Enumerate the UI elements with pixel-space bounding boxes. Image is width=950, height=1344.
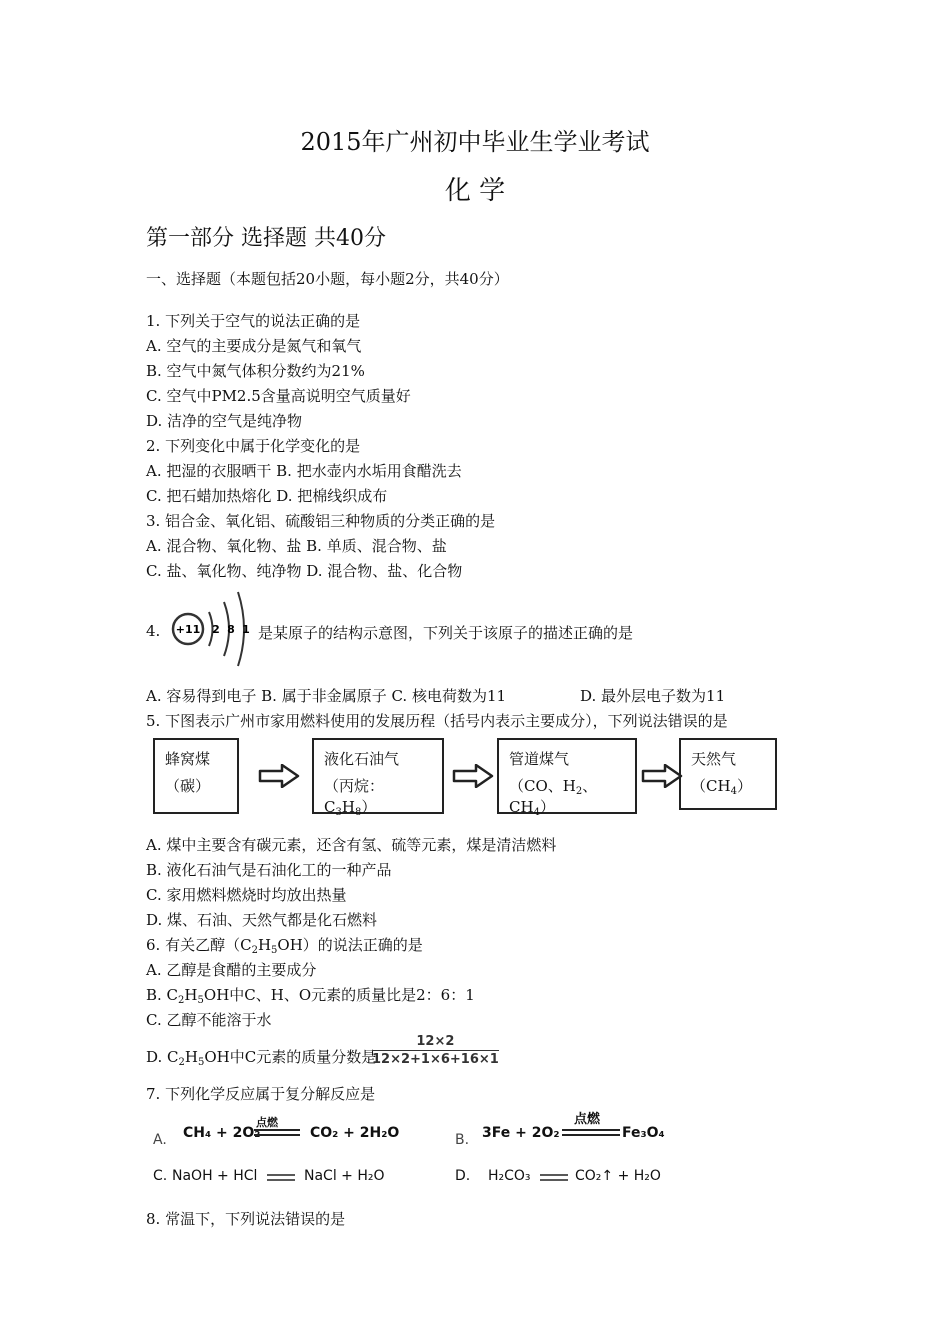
equals-sign-icon	[562, 1128, 620, 1138]
q7-a-reactants: CH₄ + 2O₂	[183, 1125, 261, 1141]
equals-sign-icon	[267, 1173, 295, 1183]
fuel-composition: $(CH_4)$	[691, 777, 752, 797]
fuel-box-lpg	[312, 738, 444, 818]
q1-option-d: D. 洁净的空气是纯净物	[146, 412, 303, 430]
q7-b-condition: 点燃	[574, 1112, 601, 1127]
arrow-right-icon	[452, 764, 494, 788]
fuel-box-pipeline-gas	[497, 738, 637, 818]
q6-option-c: C. 乙醇不能溶于水	[146, 1011, 272, 1029]
atom-structure-diagram	[166, 588, 258, 670]
q7-c-products: NaCl + H₂O	[304, 1168, 385, 1184]
fuel-name: 天然气	[691, 750, 737, 768]
q2-options-cd: C. 把石蜡加热熔化 D. 把棉线织成布	[146, 487, 388, 505]
q5-option-b: B. 液化石油气是石油化工的一种产品	[146, 861, 392, 879]
shell-electrons-2: 8	[227, 623, 235, 636]
q6-option-d: D. $C_2H_5OH$中C元素的质量分数是	[146, 1048, 377, 1068]
mass-fraction-formula	[372, 1034, 499, 1067]
section-intro: 一、选择题（本题包括20小题，每小题2分，共40分）	[146, 270, 509, 288]
q4-options: A. 容易得到电子 B. 属于非金属原子 C. 核电荷数为11	[146, 687, 507, 705]
q7-a-label: A.	[153, 1132, 167, 1148]
fuel-name: 蜂窝煤	[165, 750, 211, 768]
fuel-box-natural-gas	[679, 738, 777, 810]
q7-a-condition: 点燃	[256, 1116, 278, 1129]
equals-sign-icon	[254, 1128, 300, 1138]
fuel-name: 液化石油气	[324, 750, 400, 768]
q5-option-c: C. 家用燃料燃烧时均放出热量	[146, 886, 347, 904]
q7-a-products: CO₂ + 2H₂O	[310, 1125, 400, 1141]
fuel-composition: （CO、$H_2$、$CH_4$）	[509, 777, 598, 818]
q4-stem: 是某原子的结构示意图，下列关于该原子的描述正确的是	[258, 624, 634, 642]
q7-b-reactants: 3Fe + 2O₂	[482, 1125, 560, 1141]
fraction-numerator: 12×2	[372, 1034, 499, 1051]
nucleus-charge: +11	[175, 623, 201, 636]
fraction-denominator: 12×2+1×6+16×1	[372, 1052, 499, 1067]
q1-option-c: C. 空气中PM2.5含量高说明空气质量好	[146, 387, 411, 405]
q7-b-products: Fe₃O₄	[622, 1125, 665, 1141]
q7-d-products: CO₂↑ + H₂O	[575, 1168, 661, 1184]
shell-electrons-3: 1	[242, 623, 250, 636]
q6-option-b: B. $C_2H_5OH$中C、H、O元素的质量比是2：6：1	[146, 986, 475, 1006]
part-heading: 第一部分 选择题 共40分	[146, 226, 386, 251]
q7-b-label: B.	[455, 1132, 470, 1148]
fuel-composition: （碳）	[165, 777, 211, 795]
q7-d-reactants: H₂CO₃	[488, 1168, 531, 1184]
q4-number: 4.	[146, 622, 161, 640]
exam-title: 2015年广州初中毕业生学业考试	[300, 128, 650, 156]
q3-stem: 3. 铝合金、氧化铝、硫酸铝三种物质的分类正确的是	[146, 512, 496, 530]
arrow-right-icon	[258, 764, 300, 788]
q4-option-d: D. 最外层电子数为11	[580, 687, 726, 705]
q1-stem: 1. 下列关于空气的说法正确的是	[146, 312, 361, 330]
q3-options-ab: A. 混合物、氧化物、盐 B. 单质、混合物、盐	[146, 537, 447, 555]
q1-option-a: A. 空气的主要成分是氮气和氧气	[146, 337, 362, 355]
arrow-right-icon	[641, 764, 683, 788]
q1-option-b: B. 空气中氮气体积分数约为21%	[146, 362, 365, 380]
fuel-name: 管道煤气	[509, 750, 570, 768]
q3-options-cd: C. 盐、氧化物、纯净物 D. 混合物、盐、化合物	[146, 562, 463, 580]
q6-option-a: A. 乙醇是食醋的主要成分	[146, 961, 317, 979]
subject-title: 化 学	[444, 176, 506, 206]
q5-option-d: D. 煤、石油、天然气都是化石燃料	[146, 911, 378, 929]
q2-options-ab: A. 把湿的衣服晒干 B. 把水壶内水垢用食醋洗去	[146, 462, 462, 480]
q2-stem: 2. 下列变化中属于化学变化的是	[146, 437, 361, 455]
q5-stem: 5. 下图表示广州市家用燃料使用的发展历程（括号内表示主要成分），下列说法错误的是	[146, 712, 728, 730]
q6-stem: 6. 有关乙醇$(C_2H_5OH)$的说法正确的是	[146, 936, 423, 956]
q7-d-label: D.	[455, 1168, 471, 1184]
q7-c-reactants: NaOH + HCl	[172, 1168, 258, 1184]
fuel-box-coal	[153, 738, 239, 814]
q7-c-label: C.	[153, 1168, 168, 1184]
shell-electrons-1: 2	[212, 623, 220, 636]
fuel-composition: （丙烷：$C_3H_8$）	[324, 777, 385, 818]
q7-stem: 7. 下列化学反应属于复分解反应是	[146, 1085, 376, 1103]
q5-option-a: A. 煤中主要含有碳元素，还含有氢、硫等元素，煤是清洁燃料	[146, 836, 557, 854]
q8-stem: 8. 常温下，下列说法错误的是	[146, 1210, 346, 1228]
equals-sign-icon	[540, 1173, 568, 1183]
